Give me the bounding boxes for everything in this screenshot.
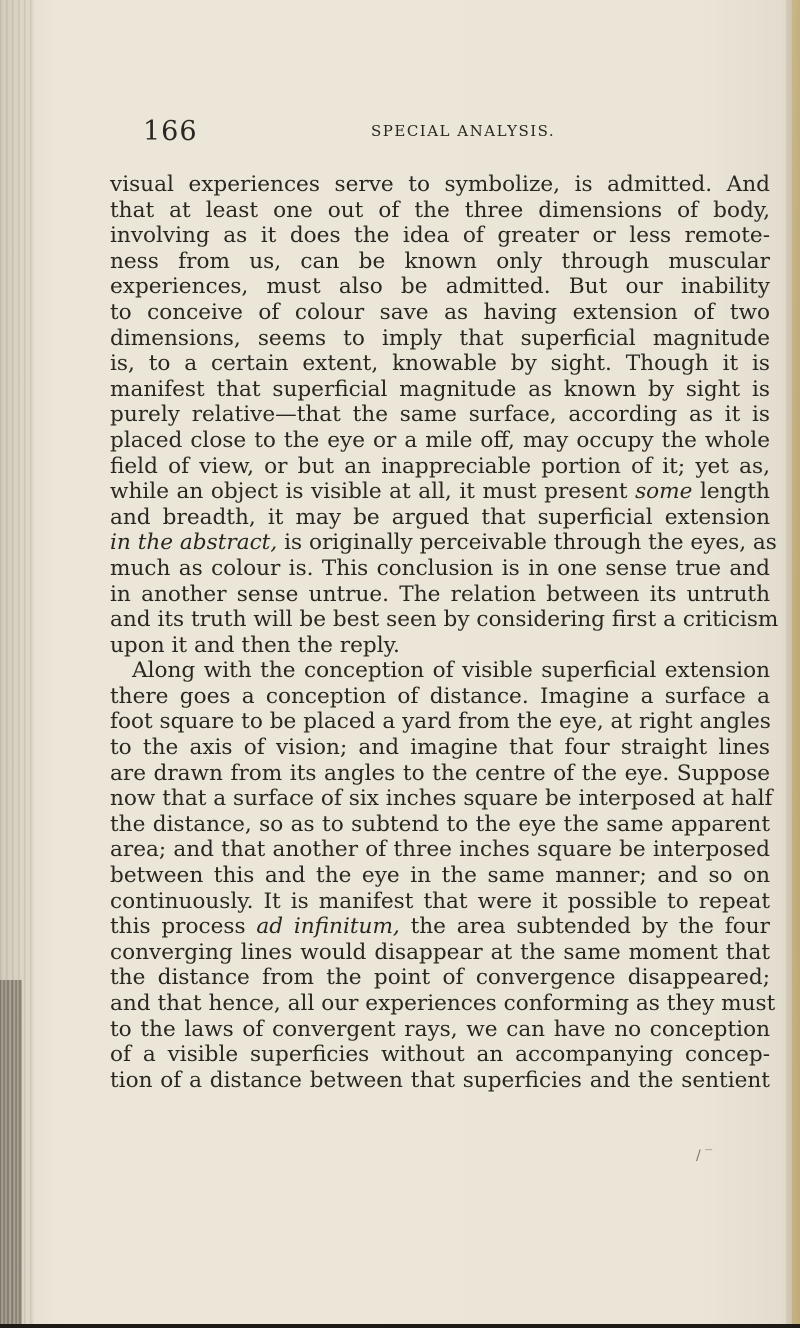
- text-line: and its truth will be best seen by considering first a criticism: [110, 607, 779, 633]
- text-line: visual experiences serve to symbolize, is admitted. And: [110, 172, 770, 197]
- text-line: in the abstract, is originally perceivable through the eyes, as: [110, 530, 777, 556]
- page-edge: [786, 0, 800, 1328]
- book-gutter-shadow: [0, 980, 22, 1328]
- text-line: involving as it does the idea of greater or less remote-: [110, 223, 770, 249]
- text-line: the distance, so as to subtend to the eye the same apparent: [110, 811, 770, 837]
- text-line: that at least one out of the three dimensions of body,: [110, 197, 770, 223]
- text-line: is, to a certain extent, knowable by sight. Though it is: [110, 351, 770, 377]
- text-line: to the laws of convergent rays, we can have no conception: [110, 1016, 770, 1042]
- text-line: ness from us, can be known only through muscular: [110, 248, 770, 274]
- text-line: are drawn from its angles to the centre of the eye. Suppose: [110, 760, 770, 786]
- text-line: area; and that another of three inches square be interposed: [110, 837, 770, 863]
- text-line: foot square to be placed a yard from the eye, at right angles: [110, 709, 771, 735]
- stray-mark: / ‾: [696, 1148, 713, 1164]
- text-line: the distance from the point of convergence disappeared;: [110, 965, 770, 991]
- text-line: now that a surface of six inches square be interposed at half: [110, 786, 773, 812]
- text-line: of a visible superficies without an accompanying concep-: [110, 1042, 770, 1068]
- text-line: there goes a conception of distance. Imagine a surface a: [110, 683, 770, 709]
- text-line: in another sense untrue. The relation between its untruth: [110, 581, 770, 607]
- text-line: tion of a distance between that superficies and the sentient: [110, 1067, 770, 1093]
- text-line: Along with the conception of visible superficial extension: [132, 658, 770, 684]
- page-header: [143, 116, 765, 152]
- text-line: upon it and then the reply.: [110, 632, 400, 658]
- text-line: placed close to the eye or a mile off, may occupy the whole: [110, 427, 770, 453]
- text-line: converging lines would disappear at the same moment that: [110, 939, 770, 965]
- text-line: to the axis of vision; and imagine that four straight lines: [110, 735, 770, 761]
- text-line: manifest that superficial magnitude as known by sight is: [110, 376, 770, 402]
- text-line: while an object is visible at all, it must present some length: [110, 479, 770, 505]
- page-number: 166: [143, 116, 198, 147]
- text-line: this process ad infinitum, the area subtended by the four: [110, 914, 770, 940]
- text-line: purely relative—that the same surface, according as it is: [110, 402, 770, 428]
- body-text: [110, 172, 779, 1093]
- text-line: between this and the eye in the same manner; and so on: [110, 863, 770, 889]
- text-line: and breadth, it may be argued that superficial extension: [110, 504, 770, 530]
- text-line: field of view, or but an inappreciable portion of it; yet as,: [110, 453, 770, 479]
- running-head: SPECIAL ANALYSIS.: [371, 122, 556, 140]
- text-line: to conceive of colour save as having extension of two: [110, 299, 770, 325]
- text-line: much as colour is. This conclusion is in one sense true and: [110, 555, 770, 581]
- text-line: continuously. It is manifest that were it possible to repeat: [110, 888, 770, 914]
- text-line: experiences, must also be admitted. But our inability: [110, 274, 770, 300]
- text-line: and that hence, all our experiences conforming as they must: [110, 991, 776, 1016]
- text-line: dimensions, seems to imply that superficial magnitude: [110, 325, 770, 351]
- bottom-edge: [0, 1324, 800, 1328]
